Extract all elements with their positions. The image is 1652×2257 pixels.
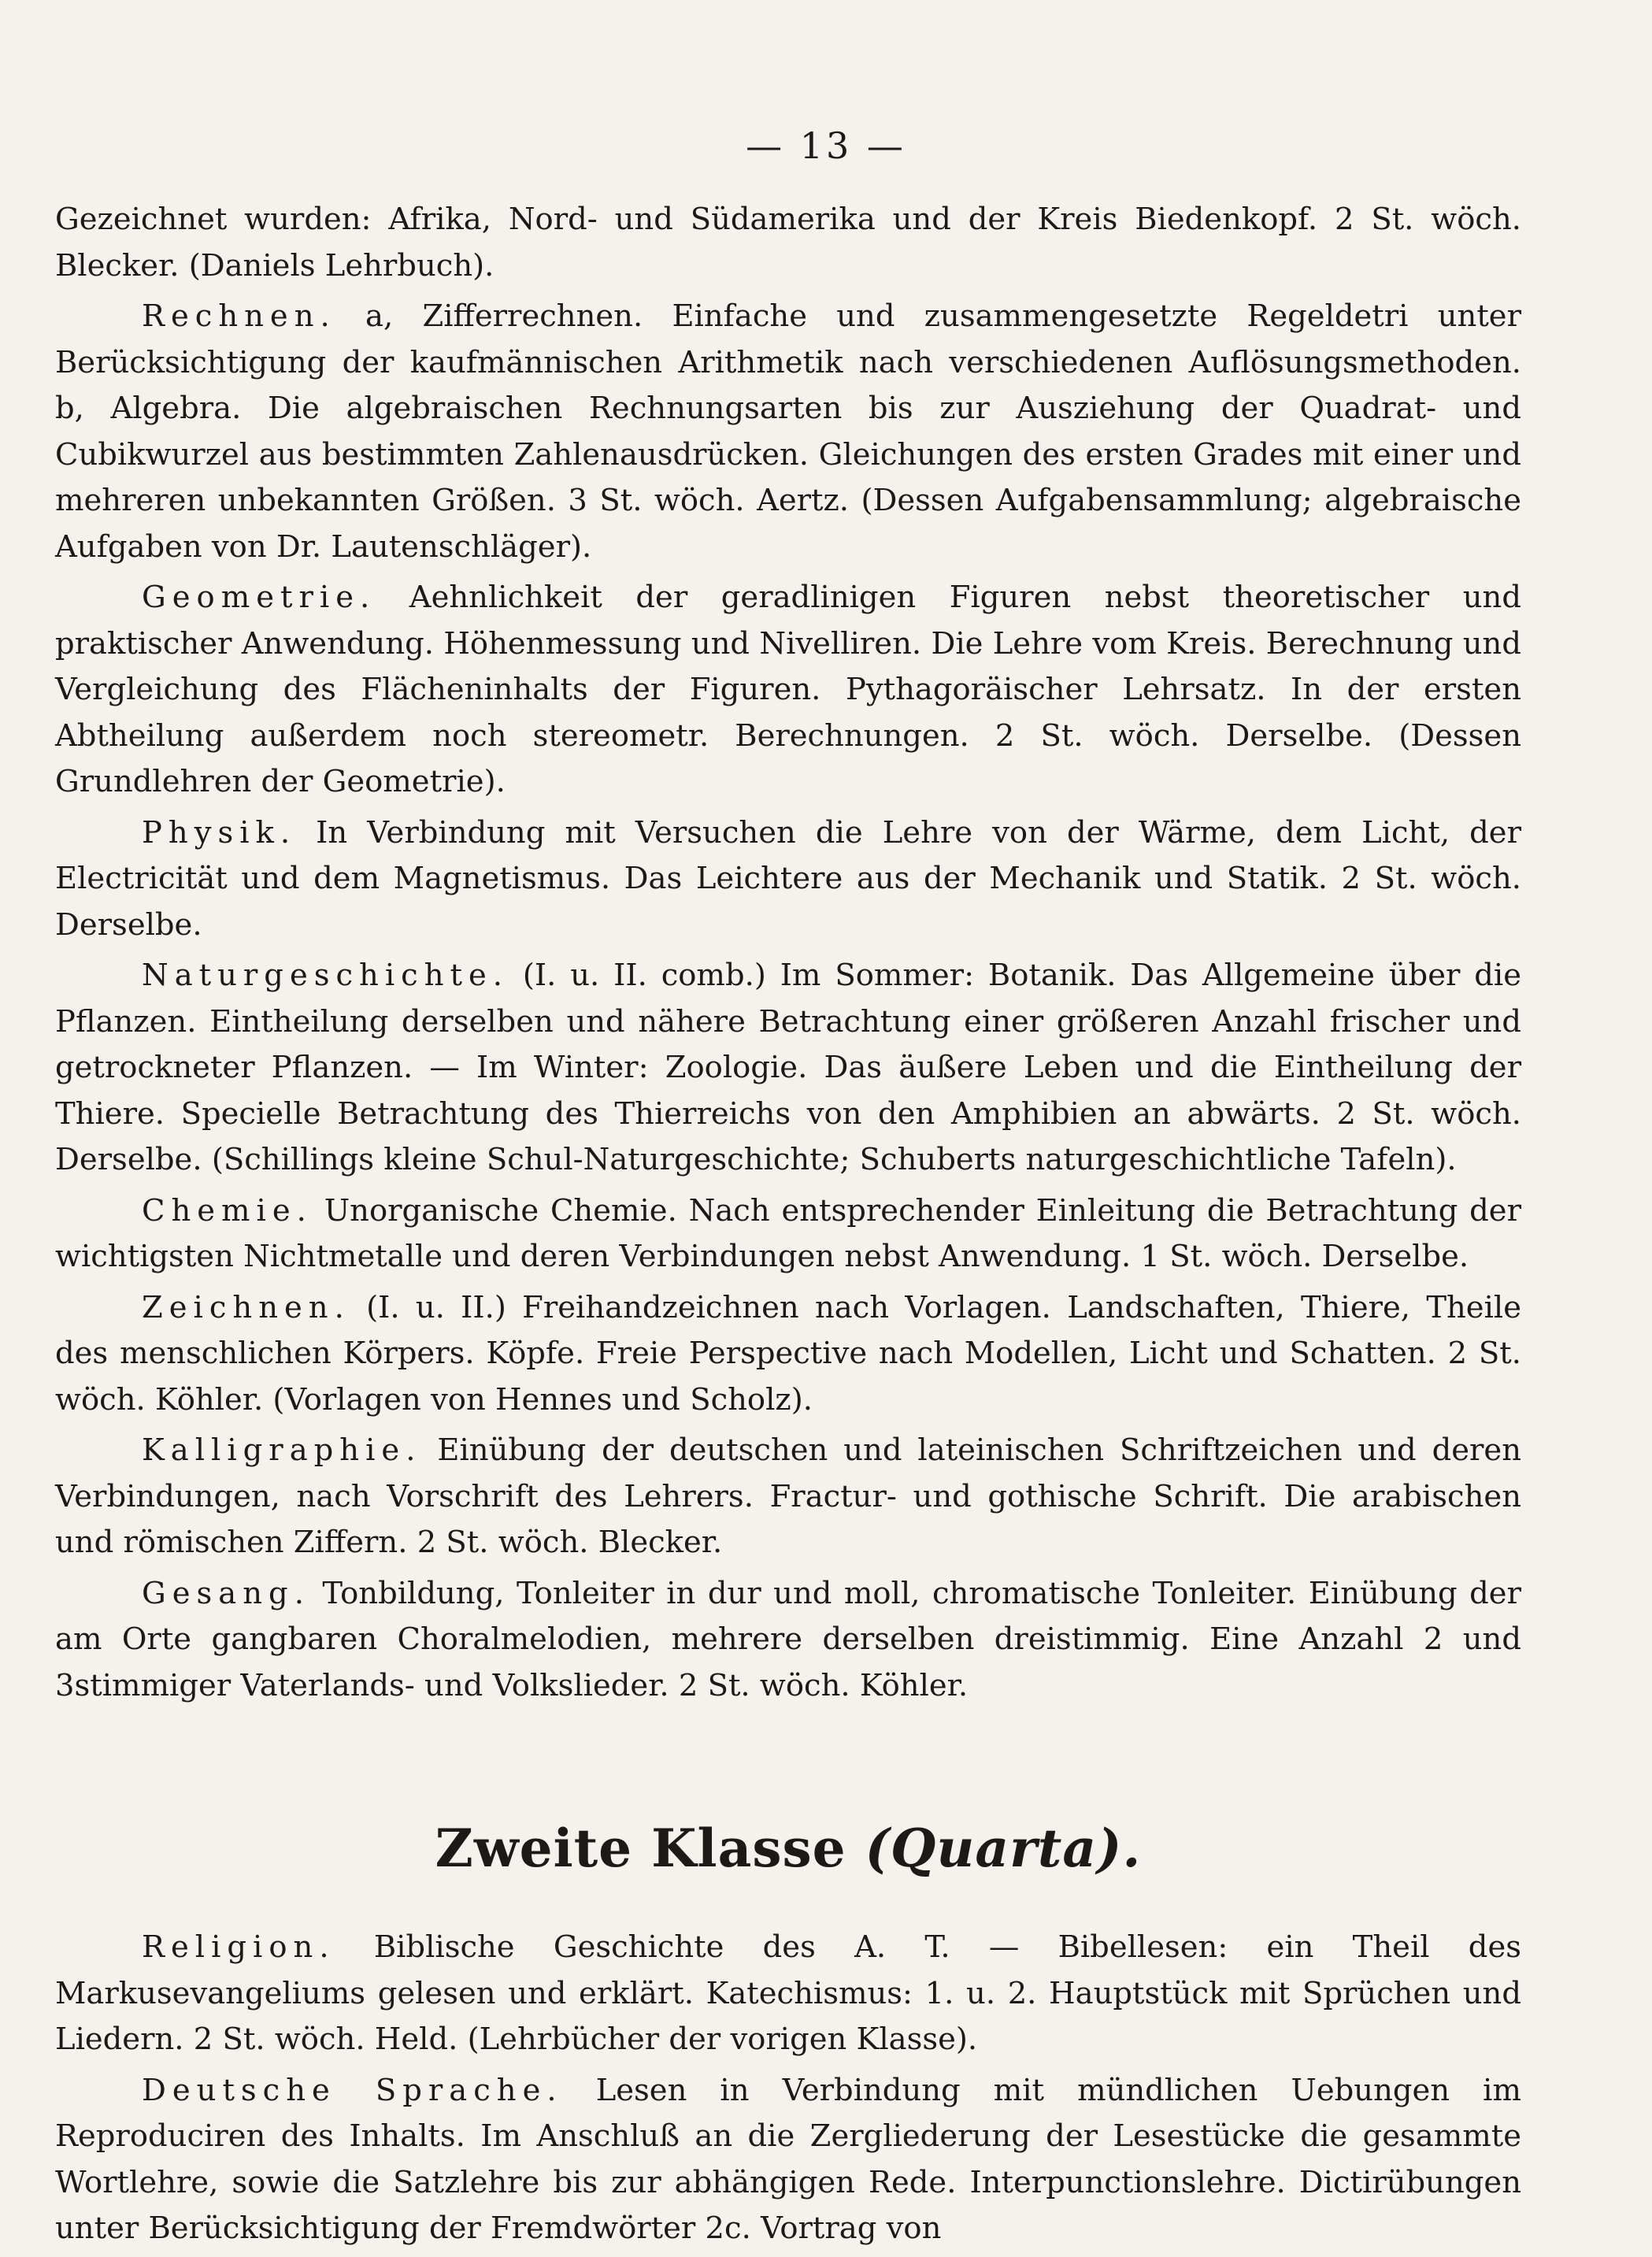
- paragraph-geometrie: [55, 575, 1521, 806]
- paragraph-naturgeschichte: [55, 953, 1521, 1184]
- spacer: [55, 1714, 1521, 1786]
- subject-label-rechnen: Rechnen.: [142, 298, 336, 334]
- subject-label-religion: Religion.: [142, 1929, 335, 1965]
- paragraph-text: Lesen in Verbindung mit mündlichen Uebungen im Reproduciren des Inhalts. Im Anschluß an die Zergliederung der Lesestücke die gesammte Wortlehre, sowie die Satzlehre bis zur abhängigen Rede. Interpunctionslehre. Dictirübungen unter Berücksichtigung der Fremdwörter 2c. Vortrag von: [55, 2072, 1521, 2246]
- paragraph-deutsche-sprache: [55, 2068, 1521, 2252]
- paragraph-chemie: [55, 1188, 1521, 1280]
- paragraph-geography-end: [55, 197, 1521, 289]
- page-number: — 13 —: [746, 124, 906, 167]
- paragraph-text: (I. u. II.) Freihandzeichnen nach Vorlagen. Landschaften, Thiere, Theile des menschlichen Körpers. Köpfe. Freie Perspective nach Modellen, Licht und Schatten. 2 St. wöch. Köhler. (Vorlagen von Hennes und Scholz).: [55, 1289, 1521, 1418]
- subject-label-naturgeschichte: Naturgeschichte.: [142, 958, 509, 993]
- paragraph-text: a, Zifferrechnen. Einfache und zusammengesetzte Regeldetri unter Berücksichtigung der kaufmännischen Arithmetik nach verschiedenen Auflösungsmethoden. b, Algebra. Die algebraischen Rechnungsarten bis zur Ausziehung der Quadrat- und Cubikwurzel aus bestimmten Zahlenausdrücken. Gleichungen des ersten Grades mit einer und mehreren unbekannten Größen. 3 St. wöch. Aertz. (Dessen Aufgabensammlung; algebraische Aufgaben von Dr. Lautenschläger).: [55, 298, 1521, 565]
- paragraph-text: Gezeichnet wurden: Afrika, Nord- und Südamerika und der Kreis Biedenkopf. 2 St. wöch. Blecker. (Daniels Lehrbuch).: [55, 202, 1521, 284]
- subject-label-gesang: Gesang.: [142, 1575, 310, 1611]
- subject-label-deutsche-sprache: Deutsche Sprache.: [142, 2072, 563, 2108]
- section-heading-main: Zweite Klasse: [435, 1818, 846, 1879]
- paragraph-zeichnen: [55, 1285, 1521, 1424]
- paragraph-physik: [55, 810, 1521, 949]
- paragraph-religion: [55, 1925, 1521, 2063]
- paragraph-text: Einübung der deutschen und lateinischen Schriftzeichen und deren Verbindungen, nach Vorschrift des Lehrers. Fractur- und gothische Schrift. Die arabischen und römischen Ziffern. 2 St. wöch. Blecker.: [55, 1432, 1521, 1560]
- subject-label-geometrie: Geometrie.: [142, 580, 376, 615]
- paragraph-rechnen: [55, 294, 1521, 570]
- paragraph-text: Tonbildung, Tonleiter in dur und moll, chromatische Tonleiter. Einübung der am Orte gangbaren Choralmelodien, mehrere derselben dreistimmig. Eine Anzahl 2 und 3stimmiger Vaterlands- und Volkslieder. 2 St. wöch. Köhler.: [55, 1575, 1521, 1703]
- section-heading: [55, 1818, 1521, 1879]
- subject-label-zeichnen: Zeichnen.: [142, 1289, 350, 1325]
- text-column: [55, 197, 1521, 2257]
- paragraph-text: (I. u. II. comb.) Im Sommer: Botanik. Das Allgemeine über die Pflanzen. Eintheilung derselben und nähere Betrachtung einer größeren Anzahl frischer und getrockneter Pflanzen. — Im Winter: Zoologie. Das äußere Leben und die Eintheilung der Thiere. Specielle Betrachtung des Thierreichs von den Amphibien an abwärts. 2 St. wöch. Derselbe. (Schillings kleine Schul-Naturgeschichte; Schuberts naturgeschichtliche Tafeln).: [55, 958, 1521, 1177]
- paragraph-text: In Verbindung mit Versuchen die Lehre von der Wärme, dem Licht, der Electricität und dem Magnetismus. Das Leichtere aus der Mechanik und Statik. 2 St. wöch. Derselbe.: [55, 814, 1521, 943]
- paragraph-text: Aehnlichkeit der geradlinigen Figuren nebst theoretischer und praktischer Anwendung. Höhenmessung und Nivelliren. Die Lehre vom Kreis. Berechnung und Vergleichung des Flächeninhalts der Figuren. Pythagoräischer Lehrsatz. In der ersten Abtheilung außerdem noch stereometr. Berechnungen. 2 St. wöch. Derselbe. (Dessen Grundlehren der Geometrie).: [55, 580, 1521, 799]
- subject-label-kalligraphie: Kalligraphie.: [142, 1432, 422, 1468]
- paragraph-kalligraphie: [55, 1428, 1521, 1566]
- subject-label-physik: Physik.: [142, 814, 297, 851]
- paragraph-text: Biblische Geschichte des A. T. — Bibellesen: ein Theil des Markusevangeliums gelesen und erklärt. Katechismus: 1. u. 2. Hauptstück mit Sprüchen und Liedern. 2 St. wöch. Held. (Lehrbücher der vorigen Klasse).: [55, 1929, 1521, 2057]
- subject-label-chemie: Chemie.: [142, 1192, 313, 1229]
- paragraph-text: Unorganische Chemie. Nach entsprechender Einleitung die Betrachtung der wichtigsten Nichtmetalle und deren Verbindungen nebst Anwendung. 1 St. wöch. Derselbe.: [55, 1192, 1521, 1274]
- paragraph-gesang: [55, 1571, 1521, 1710]
- section-heading-latin: (Quarta).: [865, 1818, 1142, 1879]
